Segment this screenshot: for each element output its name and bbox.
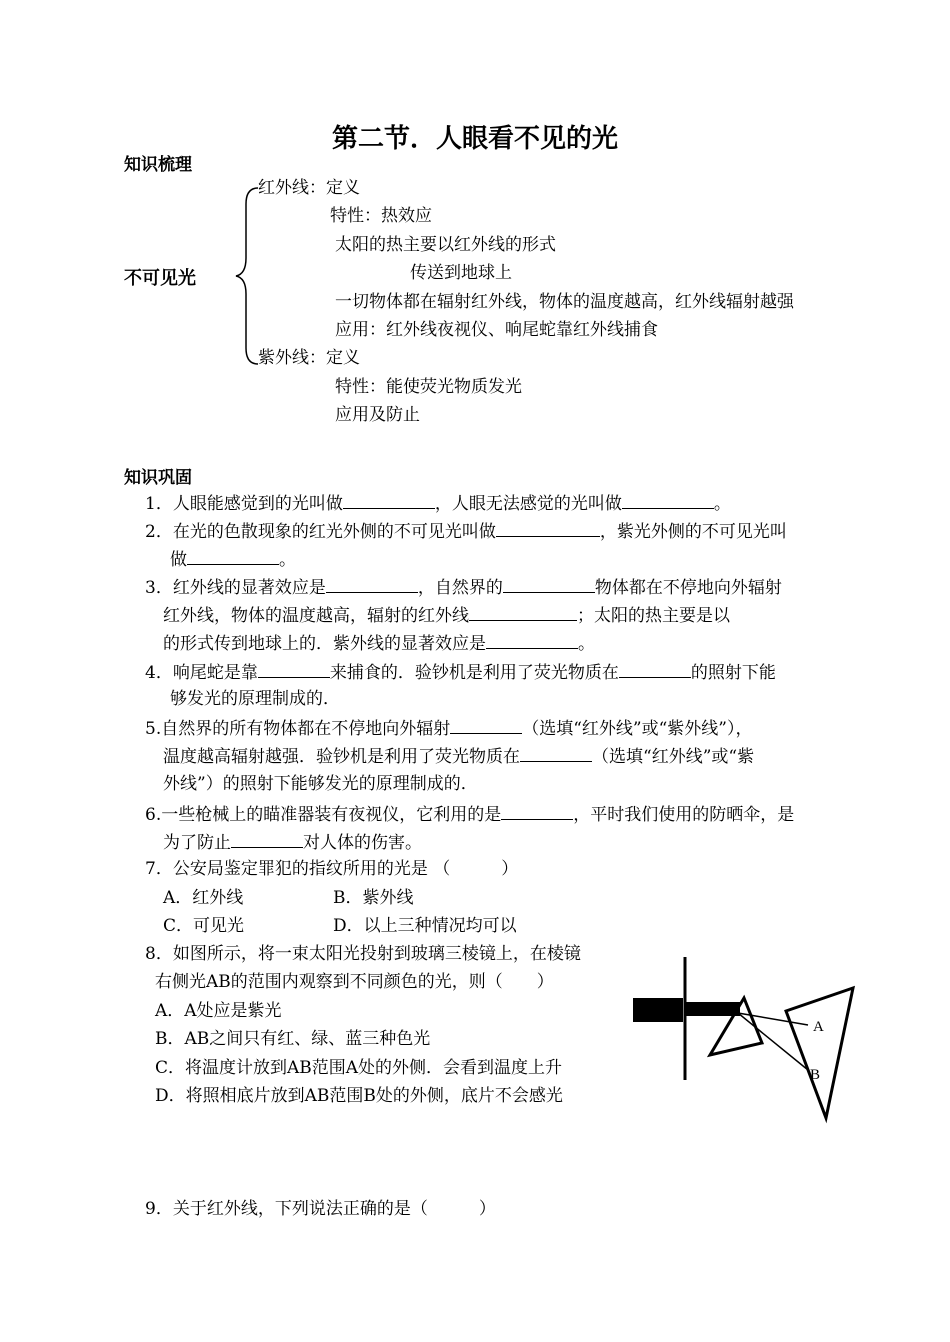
question-4-cont: 够发光的原理制成的． bbox=[170, 689, 340, 709]
uv-application: 应用及防止 bbox=[335, 405, 420, 425]
question-3-cont2: 的形式传到地球上的．紫外线的显著效应是 。 bbox=[163, 634, 595, 654]
ir-application: 应用：红外线夜视仪、响尾蛇靠红外线捕食 bbox=[335, 320, 658, 340]
blank[interactable] bbox=[450, 719, 522, 734]
question-5-cont2: 外线”）的照射下能够发光的原理制成的． bbox=[163, 774, 478, 794]
q7-option-d[interactable]: D．以上三种情况均可以 bbox=[333, 916, 517, 936]
page-title: 第二节．人眼看不见的光 bbox=[331, 124, 618, 154]
blank[interactable] bbox=[503, 578, 595, 593]
ir-definition: 红外线：定义 bbox=[258, 178, 360, 198]
blank[interactable] bbox=[520, 747, 592, 762]
section-heading-review: 知识梳理 bbox=[124, 155, 192, 175]
prism-diagram bbox=[630, 955, 860, 1125]
question-3-cont: 红外线，物体的温度越高，辐射的红外线 ；太阳的热主要是以 bbox=[163, 606, 730, 626]
question-8-cont: 右侧光AB的范围内观察到不同颜色的光，则（ ） bbox=[155, 972, 554, 992]
section-heading-practice: 知识巩固 bbox=[124, 468, 192, 488]
q7-option-a[interactable]: A．红外线 bbox=[163, 888, 244, 908]
blank[interactable] bbox=[258, 663, 330, 678]
blank[interactable] bbox=[343, 494, 435, 509]
ir-trait: 特性：热效应 bbox=[330, 206, 432, 226]
question-3: 3．红外线的显著效应是 ，自然界的 物体都在不停地向外辐射 bbox=[145, 578, 782, 598]
question-5-cont: 温度越高辐射越强．验钞机是利用了荧光物质在 （选填“红外线”或“紫 bbox=[163, 747, 755, 767]
blank[interactable] bbox=[326, 578, 418, 593]
observation-screen bbox=[786, 988, 853, 1118]
ir-sun-line2: 传送到地球上 bbox=[410, 263, 512, 283]
question-2: 2．在光的色散现象的红光外侧的不可见光叫做 ，紫光外侧的不可见光叫 bbox=[145, 522, 787, 542]
question-4: 4．响尾蛇是靠 来捕食的．验钞机是利用了荧光物质在 的照射下能 bbox=[145, 663, 776, 683]
blank[interactable] bbox=[469, 606, 577, 621]
blank[interactable] bbox=[619, 663, 691, 678]
question-8: 8．如图所示，将一束太阳光投射到玻璃三棱镜上，在棱镜 bbox=[145, 944, 581, 964]
dispersed-ray-a bbox=[738, 1013, 808, 1025]
q8-option-a[interactable]: A．A处应是紫光 bbox=[155, 1001, 282, 1021]
blank[interactable] bbox=[486, 634, 578, 649]
light-source-block bbox=[633, 998, 683, 1022]
q8-option-d[interactable]: D．将照相底片放到AB范围B处的外侧，底片不会感光 bbox=[155, 1086, 563, 1106]
q8-option-b[interactable]: B．AB之间只有红、绿、蓝三种色光 bbox=[155, 1029, 431, 1049]
ir-sun-line1: 太阳的热主要以红外线的形式 bbox=[335, 235, 556, 255]
q8-option-c[interactable]: C．将温度计放到AB范围A处的外侧．会看到温度上升 bbox=[155, 1058, 563, 1078]
question-7: 7．公安局鉴定罪犯的指纹所用的光是 （ ） bbox=[145, 859, 519, 879]
q7-option-c[interactable]: C．可见光 bbox=[163, 916, 245, 936]
light-beam bbox=[685, 1002, 740, 1016]
q7-option-b[interactable]: B．紫外线 bbox=[333, 888, 414, 908]
blank[interactable] bbox=[187, 550, 279, 565]
blank[interactable] bbox=[501, 805, 573, 820]
uv-trait: 特性：能使荧光物质发光 bbox=[335, 377, 522, 397]
blank[interactable] bbox=[496, 522, 600, 537]
blank[interactable] bbox=[231, 833, 303, 848]
question-9: 9．关于红外线，下列说法正确的是（ ） bbox=[145, 1199, 496, 1219]
question-6: 6.一些枪械上的瞄准器装有夜视仪，它利用的是 ，平时我们使用的防晒伞，是 bbox=[145, 805, 795, 825]
question-1: 1．人眼能感觉到的光叫做 ，人眼无法感觉的光叫做 。 bbox=[145, 494, 731, 514]
tree-root-label: 不可见光 bbox=[124, 268, 196, 289]
label-a: A bbox=[813, 1019, 824, 1035]
question-5: 5.自然界的所有物体都在不停地向外辐射 （选填“红外线”或“紫外线”）， bbox=[145, 719, 753, 739]
blank[interactable] bbox=[622, 494, 714, 509]
label-b: B bbox=[810, 1067, 821, 1083]
question-6-cont: 为了防止 对人体的伤害。 bbox=[163, 833, 422, 853]
ir-all-objects: 一切物体都在辐射红外线，物体的温度越高，红外线辐射越强 bbox=[335, 292, 794, 312]
uv-definition: 紫外线：定义 bbox=[258, 348, 360, 368]
question-2-cont: 做 。 bbox=[170, 550, 296, 570]
